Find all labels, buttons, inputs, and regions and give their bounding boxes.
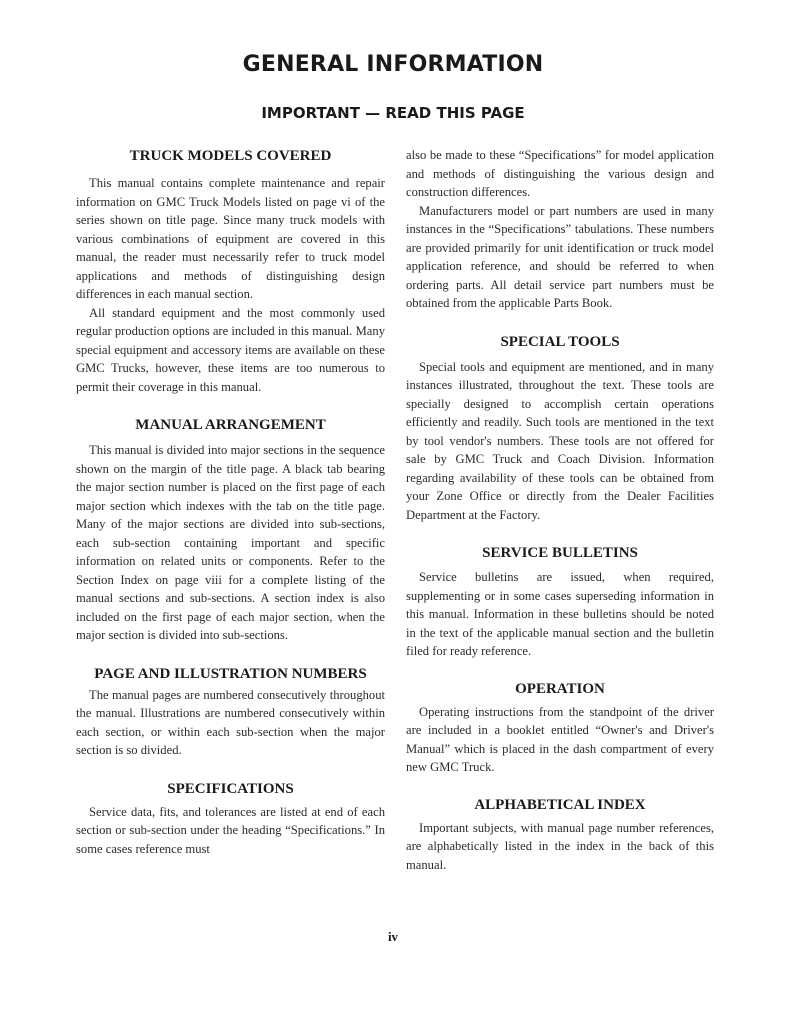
paragraph: This manual is divided into major sections in the sequence shown on the margin of the title page. A black tab bearing the major section number is placed on the first page of each major section which indexes with the tab on the title page. Many of the major sections are divided into sub-sections, each sub-section containing important and specific information on related units or components. Refer to the Section Index on page viii for a complete listing of the manual sections and sub-sections. A section index is also included on the first page of each major section, when the major section is divided into sub-sections. [76, 443, 385, 642]
page-number: iv [387, 929, 399, 944]
section-service-bulletins [406, 543, 714, 661]
section-truck-models [76, 146, 385, 396]
paragraph: All standard equipment and the most commonly used regular production options are included in this manual. Many special equipment and accessory items are available on these GMC Trucks, however, these items are too numerous to permit their coverage in this manual. [76, 305, 385, 394]
section-heading: SERVICE BULLETINS [482, 545, 638, 561]
section-special-tools [406, 332, 714, 525]
paragraph: Manufacturers model or part numbers are used in many instances in the “Specifications” tabulations. These numbers are provided primarily for unit identification or truck model application reference, and should be referred to when ordering parts. All detail service part numbers must be obtained from the applicable Parts Book. [406, 203, 714, 310]
section-manual-arrangement [76, 415, 385, 645]
paragraph: Important subjects, with manual page number references, are alphabetically listed in the index in the back of this manual. [406, 820, 714, 872]
section-specifications [76, 779, 385, 859]
section-operation [406, 679, 714, 777]
right-column [406, 146, 714, 874]
section-heading: MANUAL ARRANGEMENT [135, 417, 326, 433]
section-heading: SPECIAL TOOLS [500, 333, 620, 350]
paragraph: The manual pages are numbered consecutively throughout the manual. Illustrations are numbered consecutively within each section, or within each sub-section when the major section is so divided. [76, 687, 385, 757]
paragraph: Special tools and equipment are mentioned, and in many instances illustrated, throughout the text. These tools are specially designed to accomplish certain operations efficiently and readily. Such tools are mentioned in the text by tool vendor's numbers. These tools are not offered for sale by GMC Truck and Coach Division. Information regarding availability of these tools can be obtained from your Zone Office or directly from the Dealer Facilities Department at the Factory. [406, 359, 714, 522]
section-heading: ALPHABETICAL INDEX [474, 796, 646, 813]
paragraph: Service bulletins are issued, when required, supplementing or in some cases superseding information in this manual. Information in these bulletins should be noted in the text of the applicable manual section and the bulletin filed for ready reference. [406, 570, 714, 658]
paragraph-continued: also be made to these “Specifications” for model application and methods of distinguishing the various design and construction differences. [406, 148, 714, 199]
left-column [76, 146, 385, 858]
section-heading: PAGE AND ILLUSTRATION NUMBERS [94, 665, 367, 682]
section-page-numbers [76, 664, 385, 760]
section-heading: SPECIFICATIONS [167, 780, 294, 797]
section-alphabetical-index [406, 795, 714, 875]
section-heading: TRUCK MODELS COVERED [129, 148, 332, 164]
paragraph: Service data, fits, and tolerances are listed at end of each section or sub-section under the heading “Specifications.” In some cases reference must [76, 804, 385, 856]
paragraph: This manual contains complete maintenance and repair information on GMC Truck Models listed on page vi of the series shown on title page. Since many truck models with various combinations of equipment are covered in this manual, the reader must necessarily refer to truck model applications and methods of distinguishing design differences in each manual section. [76, 176, 385, 301]
section-heading: OPERATION [515, 680, 605, 697]
page-title: GENERAL INFORMATION [242, 52, 544, 77]
paragraph: Operating instructions from the standpoint of the driver are included in a booklet entitled “Owner's and Driver's Manual” which is placed in the dash compartment of every new GMC Truck. [406, 704, 714, 774]
page-subtitle: IMPORTANT — READ THIS PAGE [261, 104, 525, 122]
